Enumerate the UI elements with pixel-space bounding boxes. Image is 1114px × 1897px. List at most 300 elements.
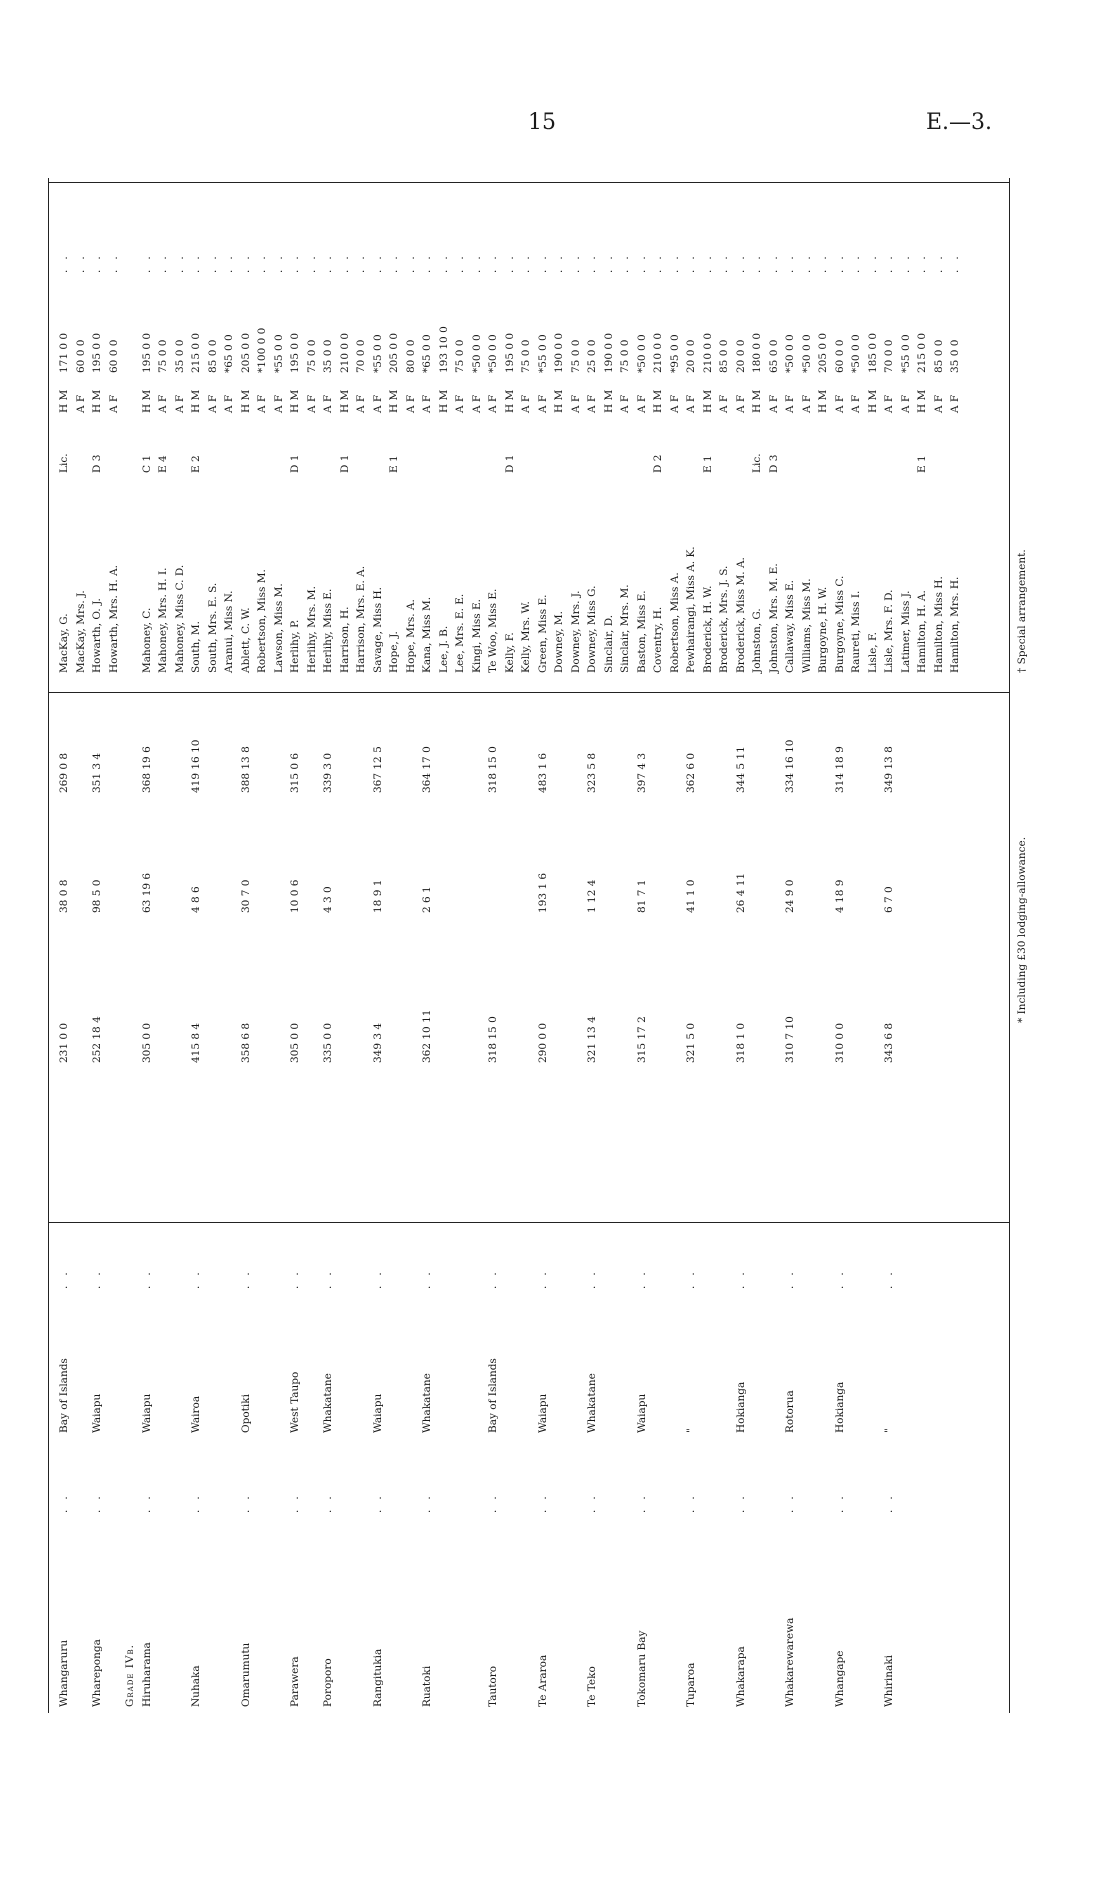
leader-dots: .. bbox=[223, 246, 235, 273]
salary-cell: 75 0 0 bbox=[305, 339, 318, 373]
leader-dots: .. bbox=[421, 1486, 433, 1513]
salary-cell: 75 0 0 bbox=[619, 339, 631, 373]
salary-cell: 70 0 0 bbox=[355, 339, 367, 373]
leader-dots: .. bbox=[784, 1486, 796, 1513]
salary-cell: *50 0 0 bbox=[635, 334, 648, 373]
table-row bbox=[91, 178, 103, 1713]
position-cell: H M bbox=[916, 389, 928, 413]
total-cell: 351 3 4 bbox=[91, 752, 103, 793]
position-cell: A F bbox=[470, 394, 483, 413]
classification-cell: Lic. bbox=[751, 453, 763, 473]
amount-2-cell: 38 0 8 bbox=[58, 879, 70, 913]
salary-cell: *50 0 0 bbox=[487, 334, 499, 373]
table-row bbox=[504, 178, 516, 1713]
teacher-name-cell: Johnston, Mrs. M. E. bbox=[767, 563, 780, 673]
grade-heading: Grade IVb. bbox=[124, 1644, 136, 1707]
salary-cell: 205 0 0 bbox=[239, 332, 252, 373]
teacher-name-cell: Lisle, Mrs. F. D. bbox=[883, 589, 895, 673]
amount-2-cell: 4 18 9 bbox=[833, 879, 846, 913]
school-cell: Nuhaka bbox=[190, 1665, 202, 1707]
total-cell: 349 13 8 bbox=[883, 746, 895, 793]
leader-dots: .. bbox=[322, 1486, 334, 1513]
position-cell: A F bbox=[157, 394, 169, 413]
teacher-name-cell: Sinclair, Mrs. M. bbox=[619, 584, 631, 673]
county-cell: Waiapu bbox=[140, 1393, 153, 1433]
teacher-name-cell: Herlihy, Miss E. bbox=[322, 588, 334, 673]
leader-dots: .. bbox=[685, 1486, 697, 1513]
teacher-name-cell: Williams, Miss M. bbox=[800, 578, 813, 673]
leader-dots: .. bbox=[883, 1262, 895, 1289]
school-cell: Whakarewarewa bbox=[784, 1617, 796, 1707]
county-cell: Waiapu bbox=[371, 1393, 384, 1433]
table-row bbox=[174, 178, 186, 1713]
position-cell: A F bbox=[718, 394, 730, 413]
leader-dots: .. bbox=[833, 1262, 846, 1289]
classification-cell: E 1 bbox=[388, 455, 400, 473]
salary-cell: 75 0 0 bbox=[454, 339, 466, 373]
total-cell: 367 12 5 bbox=[371, 746, 384, 793]
salary-cell: 60 0 0 bbox=[107, 339, 120, 373]
total-cell: 315 0 6 bbox=[289, 752, 301, 793]
amount-2-cell: 18 9 1 bbox=[371, 879, 384, 913]
grade-heading-row bbox=[124, 178, 136, 1713]
amount-2-cell: 24 9 0 bbox=[784, 879, 796, 913]
position-cell: A F bbox=[883, 394, 895, 413]
leader-dots: .. bbox=[652, 246, 664, 273]
classification-cell: E 2 bbox=[190, 455, 202, 473]
leader-dots: .. bbox=[190, 246, 202, 273]
amount-1-cell: 343 6 8 bbox=[883, 1022, 895, 1063]
table-row bbox=[768, 178, 780, 1713]
leader-dots: .. bbox=[388, 246, 400, 273]
table-row bbox=[256, 178, 268, 1713]
amount-1-cell: 318 15 0 bbox=[487, 1016, 499, 1063]
teacher-name-cell: Hamilton, Mrs. H. bbox=[949, 576, 961, 673]
amount-1-cell: 290 0 0 bbox=[536, 1022, 549, 1063]
county-cell: Waiapu bbox=[91, 1393, 103, 1433]
total-cell: 339 3 0 bbox=[322, 752, 334, 793]
teacher-name-cell: Robertson, Miss M. bbox=[256, 569, 268, 673]
salary-cell: 205 0 0 bbox=[817, 332, 829, 373]
total-cell: 323 5 8 bbox=[586, 752, 598, 793]
position-cell: H M bbox=[140, 389, 153, 413]
school-cell: Poroporo bbox=[322, 1658, 334, 1707]
table-row bbox=[883, 178, 895, 1713]
amount-1-cell: 362 10 11 bbox=[421, 1009, 433, 1063]
teacher-name-cell: Aranui, Miss N. bbox=[223, 590, 235, 673]
salary-cell: 210 0 0 bbox=[652, 332, 664, 373]
salary-cell: 210 0 0 bbox=[701, 332, 714, 373]
table-row bbox=[207, 178, 219, 1713]
salary-cell: *50 0 0 bbox=[470, 334, 483, 373]
teacher-name-cell: Latimer, Miss J. bbox=[899, 590, 912, 673]
table-row bbox=[273, 178, 285, 1713]
leader-dots: .. bbox=[850, 246, 862, 273]
position-cell: A F bbox=[536, 394, 549, 413]
position-cell: H M bbox=[866, 389, 879, 413]
table-row bbox=[834, 178, 846, 1713]
table-row bbox=[619, 178, 631, 1713]
table-row bbox=[817, 178, 829, 1713]
salary-cell: 25 0 0 bbox=[586, 339, 598, 373]
school-cell: Whareponga bbox=[91, 1639, 103, 1707]
leader-dots: .. bbox=[322, 1262, 334, 1289]
position-cell: H M bbox=[239, 389, 252, 413]
teacher-name-cell: Broderick, Mrs. J. S. bbox=[718, 565, 730, 673]
page-number: 15 bbox=[528, 110, 556, 135]
table-row bbox=[421, 178, 433, 1713]
county-cell: Whakatane bbox=[322, 1373, 334, 1433]
table-row bbox=[900, 178, 912, 1713]
table-row bbox=[355, 178, 367, 1713]
amount-2-cell: 4 8 6 bbox=[190, 886, 202, 913]
position-cell: H M bbox=[388, 389, 400, 413]
leader-dots: .. bbox=[916, 246, 928, 273]
position-cell: H M bbox=[190, 389, 202, 413]
footnote-lodging: * Including £30 lodging-allowance. bbox=[1016, 836, 1028, 1023]
leader-dots: .. bbox=[866, 246, 879, 273]
amount-2-cell: 63 19 6 bbox=[140, 872, 153, 913]
leader-dots: .. bbox=[767, 246, 780, 273]
county-cell: Rotorua bbox=[784, 1390, 796, 1433]
leader-dots: .. bbox=[421, 1262, 433, 1289]
position-cell: A F bbox=[355, 394, 367, 413]
amount-1-cell: 415 8 4 bbox=[190, 1022, 202, 1063]
table-row bbox=[718, 178, 730, 1713]
table-top-rule bbox=[48, 178, 49, 1713]
leader-dots: .. bbox=[272, 246, 285, 273]
teacher-name-cell: Hope, Mrs. A. bbox=[404, 599, 417, 673]
total-cell: 368 19 6 bbox=[140, 746, 153, 793]
teacher-name-cell: Kelly, Mrs. W. bbox=[520, 601, 532, 673]
leader-dots: .. bbox=[520, 246, 532, 273]
position-cell: A F bbox=[371, 394, 384, 413]
table-row bbox=[157, 178, 169, 1713]
salary-cell: 75 0 0 bbox=[520, 339, 532, 373]
total-cell: 344 5 11 bbox=[734, 746, 747, 793]
salary-cell: *65 0 0 bbox=[223, 334, 235, 373]
salary-cell: *50 0 0 bbox=[850, 334, 862, 373]
table-row bbox=[306, 178, 318, 1713]
leader-dots: .. bbox=[107, 246, 120, 273]
table-row bbox=[537, 178, 549, 1713]
county-cell: West Taupo bbox=[289, 1371, 301, 1433]
teacher-name-cell: Lawson, Miss M. bbox=[272, 583, 285, 673]
leader-dots: .. bbox=[685, 246, 697, 273]
leader-dots: .. bbox=[932, 246, 945, 273]
leader-dots: .. bbox=[470, 246, 483, 273]
school-cell: Tokomaru Bay bbox=[635, 1630, 648, 1707]
classification-cell: D 1 bbox=[338, 454, 351, 473]
salary-cell: 85 0 0 bbox=[718, 339, 730, 373]
amount-1-cell: 231 0 0 bbox=[58, 1022, 70, 1063]
teacher-name-cell: Downey, M. bbox=[553, 610, 565, 673]
school-cell: Te Teko bbox=[586, 1666, 598, 1707]
position-cell: H M bbox=[503, 389, 516, 413]
leader-dots: .. bbox=[751, 246, 763, 273]
teacher-name-cell: Kana, Miss M. bbox=[421, 596, 433, 673]
salary-cell: 185 0 0 bbox=[866, 332, 879, 373]
leader-dots: .. bbox=[58, 246, 70, 273]
salary-cell: *50 0 0 bbox=[800, 334, 813, 373]
table-row bbox=[586, 178, 598, 1713]
leader-dots: .. bbox=[833, 1486, 846, 1513]
salary-cell: 85 0 0 bbox=[932, 339, 945, 373]
amount-1-cell: 358 6 8 bbox=[239, 1022, 252, 1063]
amount-1-cell: 318 1 0 bbox=[734, 1022, 747, 1063]
leader-dots: .. bbox=[734, 246, 747, 273]
teacher-name-cell: South, Mrs. E. S. bbox=[206, 582, 219, 673]
position-cell: A F bbox=[899, 394, 912, 413]
leader-dots: .. bbox=[239, 1262, 252, 1289]
amount-1-cell: 349 3 4 bbox=[371, 1022, 384, 1063]
amount-2-cell: 2 6 1 bbox=[421, 886, 433, 913]
salary-cell: 35 0 0 bbox=[173, 339, 186, 373]
total-cell: 362 6 0 bbox=[685, 752, 697, 793]
leader-dots: .. bbox=[454, 246, 466, 273]
amount-1-cell: 321 5 0 bbox=[685, 1022, 697, 1063]
classification-cell: E 1 bbox=[916, 455, 928, 473]
salary-cell: 171 0 0 bbox=[58, 332, 70, 373]
county-cell: " bbox=[685, 1428, 697, 1433]
position-cell: H M bbox=[602, 389, 615, 413]
school-cell: Ruatoki bbox=[421, 1665, 433, 1707]
salary-cell: 60 0 0 bbox=[833, 339, 846, 373]
table-bottom-rule bbox=[1009, 178, 1010, 1713]
position-cell: A F bbox=[767, 394, 780, 413]
position-cell: H M bbox=[553, 389, 565, 413]
leader-dots: .. bbox=[338, 246, 351, 273]
position-cell: A F bbox=[569, 394, 582, 413]
school-cell: Omarumutu bbox=[239, 1642, 252, 1707]
position-cell: H M bbox=[91, 389, 103, 413]
teacher-name-cell: Harrison, H. bbox=[338, 606, 351, 673]
leader-dots: .. bbox=[619, 246, 631, 273]
leader-dots: .. bbox=[668, 246, 681, 273]
teacher-name-cell: South, M. bbox=[190, 620, 202, 673]
position-cell: A F bbox=[487, 394, 499, 413]
salary-cell: 205 0 0 bbox=[388, 332, 400, 373]
classification-cell: E 1 bbox=[701, 455, 714, 473]
salary-cell: 190 0 0 bbox=[602, 332, 615, 373]
county-cell: " bbox=[883, 1428, 895, 1433]
salary-cell: 210 0 0 bbox=[338, 332, 351, 373]
leader-dots: .. bbox=[91, 1486, 103, 1513]
school-cell: Parawera bbox=[289, 1656, 301, 1707]
leader-dots: .. bbox=[322, 246, 334, 273]
leader-dots: .. bbox=[437, 246, 450, 273]
table-row bbox=[58, 178, 70, 1713]
teacher-name-cell: Herlihy, P. bbox=[289, 619, 301, 673]
county-cell: Opotiki bbox=[239, 1394, 252, 1433]
total-cell: 269 0 8 bbox=[58, 752, 70, 793]
position-cell: A F bbox=[520, 394, 532, 413]
table-row bbox=[735, 178, 747, 1713]
salary-cell: 190 0 0 bbox=[553, 332, 565, 373]
salary-cell: 35 0 0 bbox=[949, 339, 961, 373]
leader-dots: .. bbox=[74, 246, 87, 273]
teacher-name-cell: Lisle, F. bbox=[866, 632, 879, 673]
amount-2-cell: 98 5 0 bbox=[91, 879, 103, 913]
position-cell: A F bbox=[107, 394, 120, 413]
teacher-name-cell: Sinclair, D. bbox=[602, 614, 615, 673]
table-row bbox=[867, 178, 879, 1713]
leader-dots: .. bbox=[734, 1262, 747, 1289]
leader-dots: .. bbox=[784, 1262, 796, 1289]
teacher-name-cell: Robertson, Miss A. bbox=[668, 572, 681, 673]
leader-dots: .. bbox=[355, 246, 367, 273]
classification-cell: E 4 bbox=[157, 455, 169, 473]
amount-2-cell: 10 0 6 bbox=[289, 879, 301, 913]
amount-2-cell: 4 3 0 bbox=[322, 886, 334, 913]
leader-dots: .. bbox=[371, 246, 384, 273]
county-cell: Bay of Islands bbox=[487, 1358, 499, 1433]
amount-2-cell: 6 7 0 bbox=[883, 886, 895, 913]
leader-dots: .. bbox=[289, 246, 301, 273]
leader-dots: .. bbox=[91, 1262, 103, 1289]
leader-dots: .. bbox=[602, 246, 615, 273]
leader-dots: .. bbox=[784, 246, 796, 273]
salary-cell: *50 0 0 bbox=[784, 334, 796, 373]
leader-dots: .. bbox=[701, 246, 714, 273]
county-cell: Hokianga bbox=[833, 1381, 846, 1433]
position-cell: H M bbox=[817, 389, 829, 413]
table-row bbox=[240, 178, 252, 1713]
teacher-name-cell: Raureti, Miss I. bbox=[850, 590, 862, 673]
amount-1-cell: 310 7 10 bbox=[784, 1016, 796, 1063]
table-row bbox=[669, 178, 681, 1713]
teacher-name-cell: Howarth, Mrs. H. A. bbox=[107, 565, 120, 673]
report-code: E.—3. bbox=[926, 110, 993, 135]
amount-2-cell: 30 7 0 bbox=[239, 879, 252, 913]
teacher-name-cell: Herlihy, Mrs. M. bbox=[305, 585, 318, 673]
position-cell: A F bbox=[223, 394, 235, 413]
school-cell: Whakarapa bbox=[734, 1646, 747, 1707]
classification-cell: D 1 bbox=[289, 454, 301, 473]
table-row bbox=[454, 178, 466, 1713]
leader-dots: .. bbox=[487, 1486, 499, 1513]
leader-dots: .. bbox=[140, 1486, 153, 1513]
leader-dots: .. bbox=[833, 246, 846, 273]
salary-cell: 80 0 0 bbox=[404, 339, 417, 373]
amount-1-cell: 315 17 2 bbox=[635, 1016, 648, 1063]
teacher-name-cell: Mahoney, Mrs. H. I. bbox=[157, 567, 169, 673]
leader-dots: .. bbox=[305, 246, 318, 273]
school-cell: Whangape bbox=[833, 1650, 846, 1707]
salary-cell: 195 0 0 bbox=[503, 332, 516, 373]
position-cell: A F bbox=[305, 394, 318, 413]
total-cell: 388 13 8 bbox=[239, 746, 252, 793]
table-row bbox=[108, 178, 120, 1713]
salary-cell: 215 0 0 bbox=[190, 332, 202, 373]
salary-cell: 195 0 0 bbox=[289, 332, 301, 373]
leader-dots: .. bbox=[800, 246, 813, 273]
salary-cell: *55 0 0 bbox=[899, 334, 912, 373]
salary-cell: 65 0 0 bbox=[767, 339, 780, 373]
leader-dots: .. bbox=[421, 246, 433, 273]
amount-1-cell: 305 0 0 bbox=[289, 1022, 301, 1063]
leader-dots: .. bbox=[206, 246, 219, 273]
leader-dots: .. bbox=[586, 1486, 598, 1513]
salary-cell: *65 0 0 bbox=[421, 334, 433, 373]
leader-dots: .. bbox=[289, 1262, 301, 1289]
total-cell: 419 16 10 bbox=[190, 739, 202, 793]
table-row bbox=[949, 178, 961, 1713]
leader-dots: .. bbox=[553, 246, 565, 273]
table-row bbox=[784, 178, 796, 1713]
salary-cell: 75 0 0 bbox=[569, 339, 582, 373]
amount-1-cell: 310 0 0 bbox=[833, 1022, 846, 1063]
position-cell: H M bbox=[652, 389, 664, 413]
position-cell: H M bbox=[289, 389, 301, 413]
leader-dots: .. bbox=[289, 1486, 301, 1513]
table-row bbox=[372, 178, 384, 1713]
position-cell: A F bbox=[256, 394, 268, 413]
salary-cell: 35 0 0 bbox=[322, 339, 334, 373]
position-cell: H M bbox=[58, 389, 70, 413]
position-cell: A F bbox=[949, 394, 961, 413]
salary-cell: 70 0 0 bbox=[883, 339, 895, 373]
position-cell: A F bbox=[421, 394, 433, 413]
table-row bbox=[702, 178, 714, 1713]
classification-cell: D 1 bbox=[503, 454, 516, 473]
position-cell: H M bbox=[338, 389, 351, 413]
classification-cell: Lic. bbox=[58, 453, 70, 473]
county-cell: Waiapu bbox=[536, 1393, 549, 1433]
table-row bbox=[933, 178, 945, 1713]
salary-cell: 60 0 0 bbox=[74, 339, 87, 373]
teacher-name-cell: Mahoney, C. bbox=[140, 607, 153, 673]
leader-dots: .. bbox=[899, 246, 912, 273]
teacher-name-cell: Te Woo, Miss E. bbox=[487, 588, 499, 673]
position-cell: A F bbox=[668, 394, 681, 413]
leader-dots: .. bbox=[487, 246, 499, 273]
table-row bbox=[487, 178, 499, 1713]
amount-2-cell: 26 4 11 bbox=[734, 872, 747, 913]
total-cell: 483 1 6 bbox=[536, 752, 549, 793]
table-row bbox=[190, 178, 202, 1713]
leader-dots: .. bbox=[371, 1486, 384, 1513]
teacher-name-cell: Johnston, G. bbox=[751, 608, 763, 673]
leader-dots: .. bbox=[685, 1262, 697, 1289]
leader-dots: .. bbox=[635, 1262, 648, 1289]
table-row bbox=[339, 178, 351, 1713]
teacher-name-cell: Lee, J. B. bbox=[437, 625, 450, 673]
salary-cell: 20 0 0 bbox=[734, 339, 747, 373]
amount-2-cell: 81 7 1 bbox=[635, 879, 648, 913]
teacher-name-cell: Ablett, C. W. bbox=[239, 607, 252, 673]
leader-dots: .. bbox=[883, 246, 895, 273]
salary-cell: *55 0 0 bbox=[536, 334, 549, 373]
position-cell: A F bbox=[784, 394, 796, 413]
position-cell: A F bbox=[404, 394, 417, 413]
teacher-name-cell: Downey, Miss G. bbox=[586, 585, 598, 673]
leader-dots: .. bbox=[487, 1262, 499, 1289]
leader-dots: .. bbox=[239, 246, 252, 273]
leader-dots: .. bbox=[157, 246, 169, 273]
position-cell: A F bbox=[932, 394, 945, 413]
teacher-name-cell: Kingi, Miss E. bbox=[470, 599, 483, 673]
table-row bbox=[405, 178, 417, 1713]
position-cell: A F bbox=[850, 394, 862, 413]
salary-cell: *55 0 0 bbox=[272, 334, 285, 373]
teacher-name-cell: Broderick, H. W. bbox=[701, 585, 714, 673]
table-row bbox=[916, 178, 928, 1713]
table-row bbox=[685, 178, 697, 1713]
teacher-name-cell: MacKay, Mrs. J. bbox=[74, 590, 87, 673]
position-cell: A F bbox=[173, 394, 186, 413]
position-cell: A F bbox=[322, 394, 334, 413]
